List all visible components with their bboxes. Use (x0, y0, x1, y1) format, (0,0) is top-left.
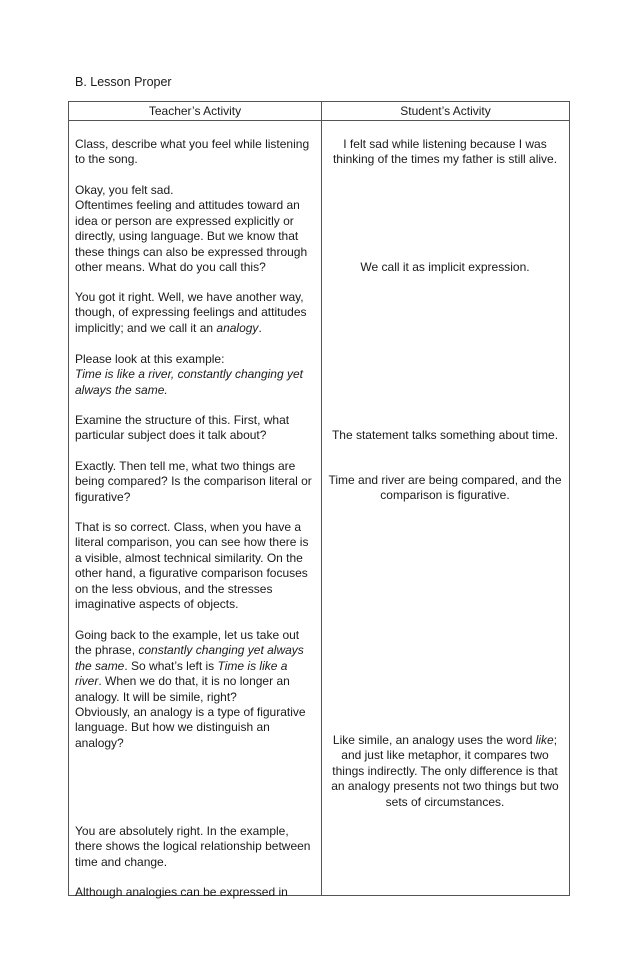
emphasis-text: analogy (216, 320, 259, 335)
teacher-paragraph: Although analogies can be expressed in (75, 885, 288, 899)
example-sentence (75, 367, 317, 398)
text-run: . (258, 320, 262, 335)
teacher-line: Okay, you felt sad. (75, 183, 174, 197)
table-header (69, 102, 569, 121)
text-run: . When we do that, it is no longer an analogy. It will be simile, right? (75, 674, 290, 704)
teacher-paragraph (75, 352, 317, 398)
text-run: Like simile, an analogy uses the word (332, 733, 536, 747)
student-response: Time and river are being compared, and the comparison is figurative. (328, 473, 562, 503)
teacher-paragraph (75, 628, 317, 751)
student-response: We call it as implicit expression. (360, 260, 530, 274)
lesson-table (68, 101, 570, 899)
emphasis-text: constantly changing yet always the same (75, 643, 304, 673)
column-divider (321, 102, 322, 895)
teacher-paragraph: You are absolutely right. In the example, there shows the logical relationship between time and change. (75, 824, 311, 869)
teacher-line (75, 628, 317, 705)
teacher-line: Please look at this example: (75, 352, 225, 366)
emphasis-text: Time is like a river (75, 658, 288, 689)
student-response: I felt sad while listening because I was thinking of the times my father is still alive. (332, 137, 558, 167)
teacher-line: Obviously, an analogy is a type of figurative language. But how we distinguish an analogy? (75, 705, 306, 750)
student-response (325, 733, 565, 810)
section-heading: B. Lesson Proper (75, 75, 172, 89)
teacher-column-header: Teacher’s Activity (148, 104, 242, 118)
text-run: ; and just like metaphor, it compares two things indirectly. The only difference is that an analogy presents not two things but two sets of circumstances. (331, 733, 559, 809)
teacher-paragraph: Class, describe what you feel while listening to the song. (75, 137, 310, 167)
emphasis-text: Time is like a river, constantly changing yet always the same. (75, 367, 303, 397)
text-run: . So what’s left is (124, 658, 218, 673)
text-run: You got it right. Well, we have another way, though, of expressing feelings and attitudes implicitly; and we call it an (75, 290, 307, 335)
teacher-paragraph (75, 183, 317, 275)
student-response: The statement talks something about time. (331, 428, 559, 442)
teacher-paragraph: Exactly. Then tell me, what two things are being compared? Is the comparison literal or figurative? (75, 459, 312, 504)
teacher-line: Oftentimes feeling and attitudes toward an idea or person are expressed explicitly or directly, using language. But we know that these things can also be expressed through other means. What do you call this? (75, 198, 308, 275)
teacher-paragraph: Examine the structure of this. First, what particular subject does it talk about? (75, 413, 290, 443)
text-run: Going back to the example, let us take out the phrase, (75, 628, 300, 658)
student-column-header: Student’s Activity (400, 104, 491, 118)
teacher-paragraph (75, 290, 317, 336)
emphasis-text: like (535, 733, 554, 747)
teacher-paragraph: That is so correct. Class, when you have a literal comparison, you can see how there is a visible, almost technical similarity. On the other hand, a figurative comparison focuses on the less obvious, and the stresses imaginative aspects of objects. (75, 520, 309, 612)
